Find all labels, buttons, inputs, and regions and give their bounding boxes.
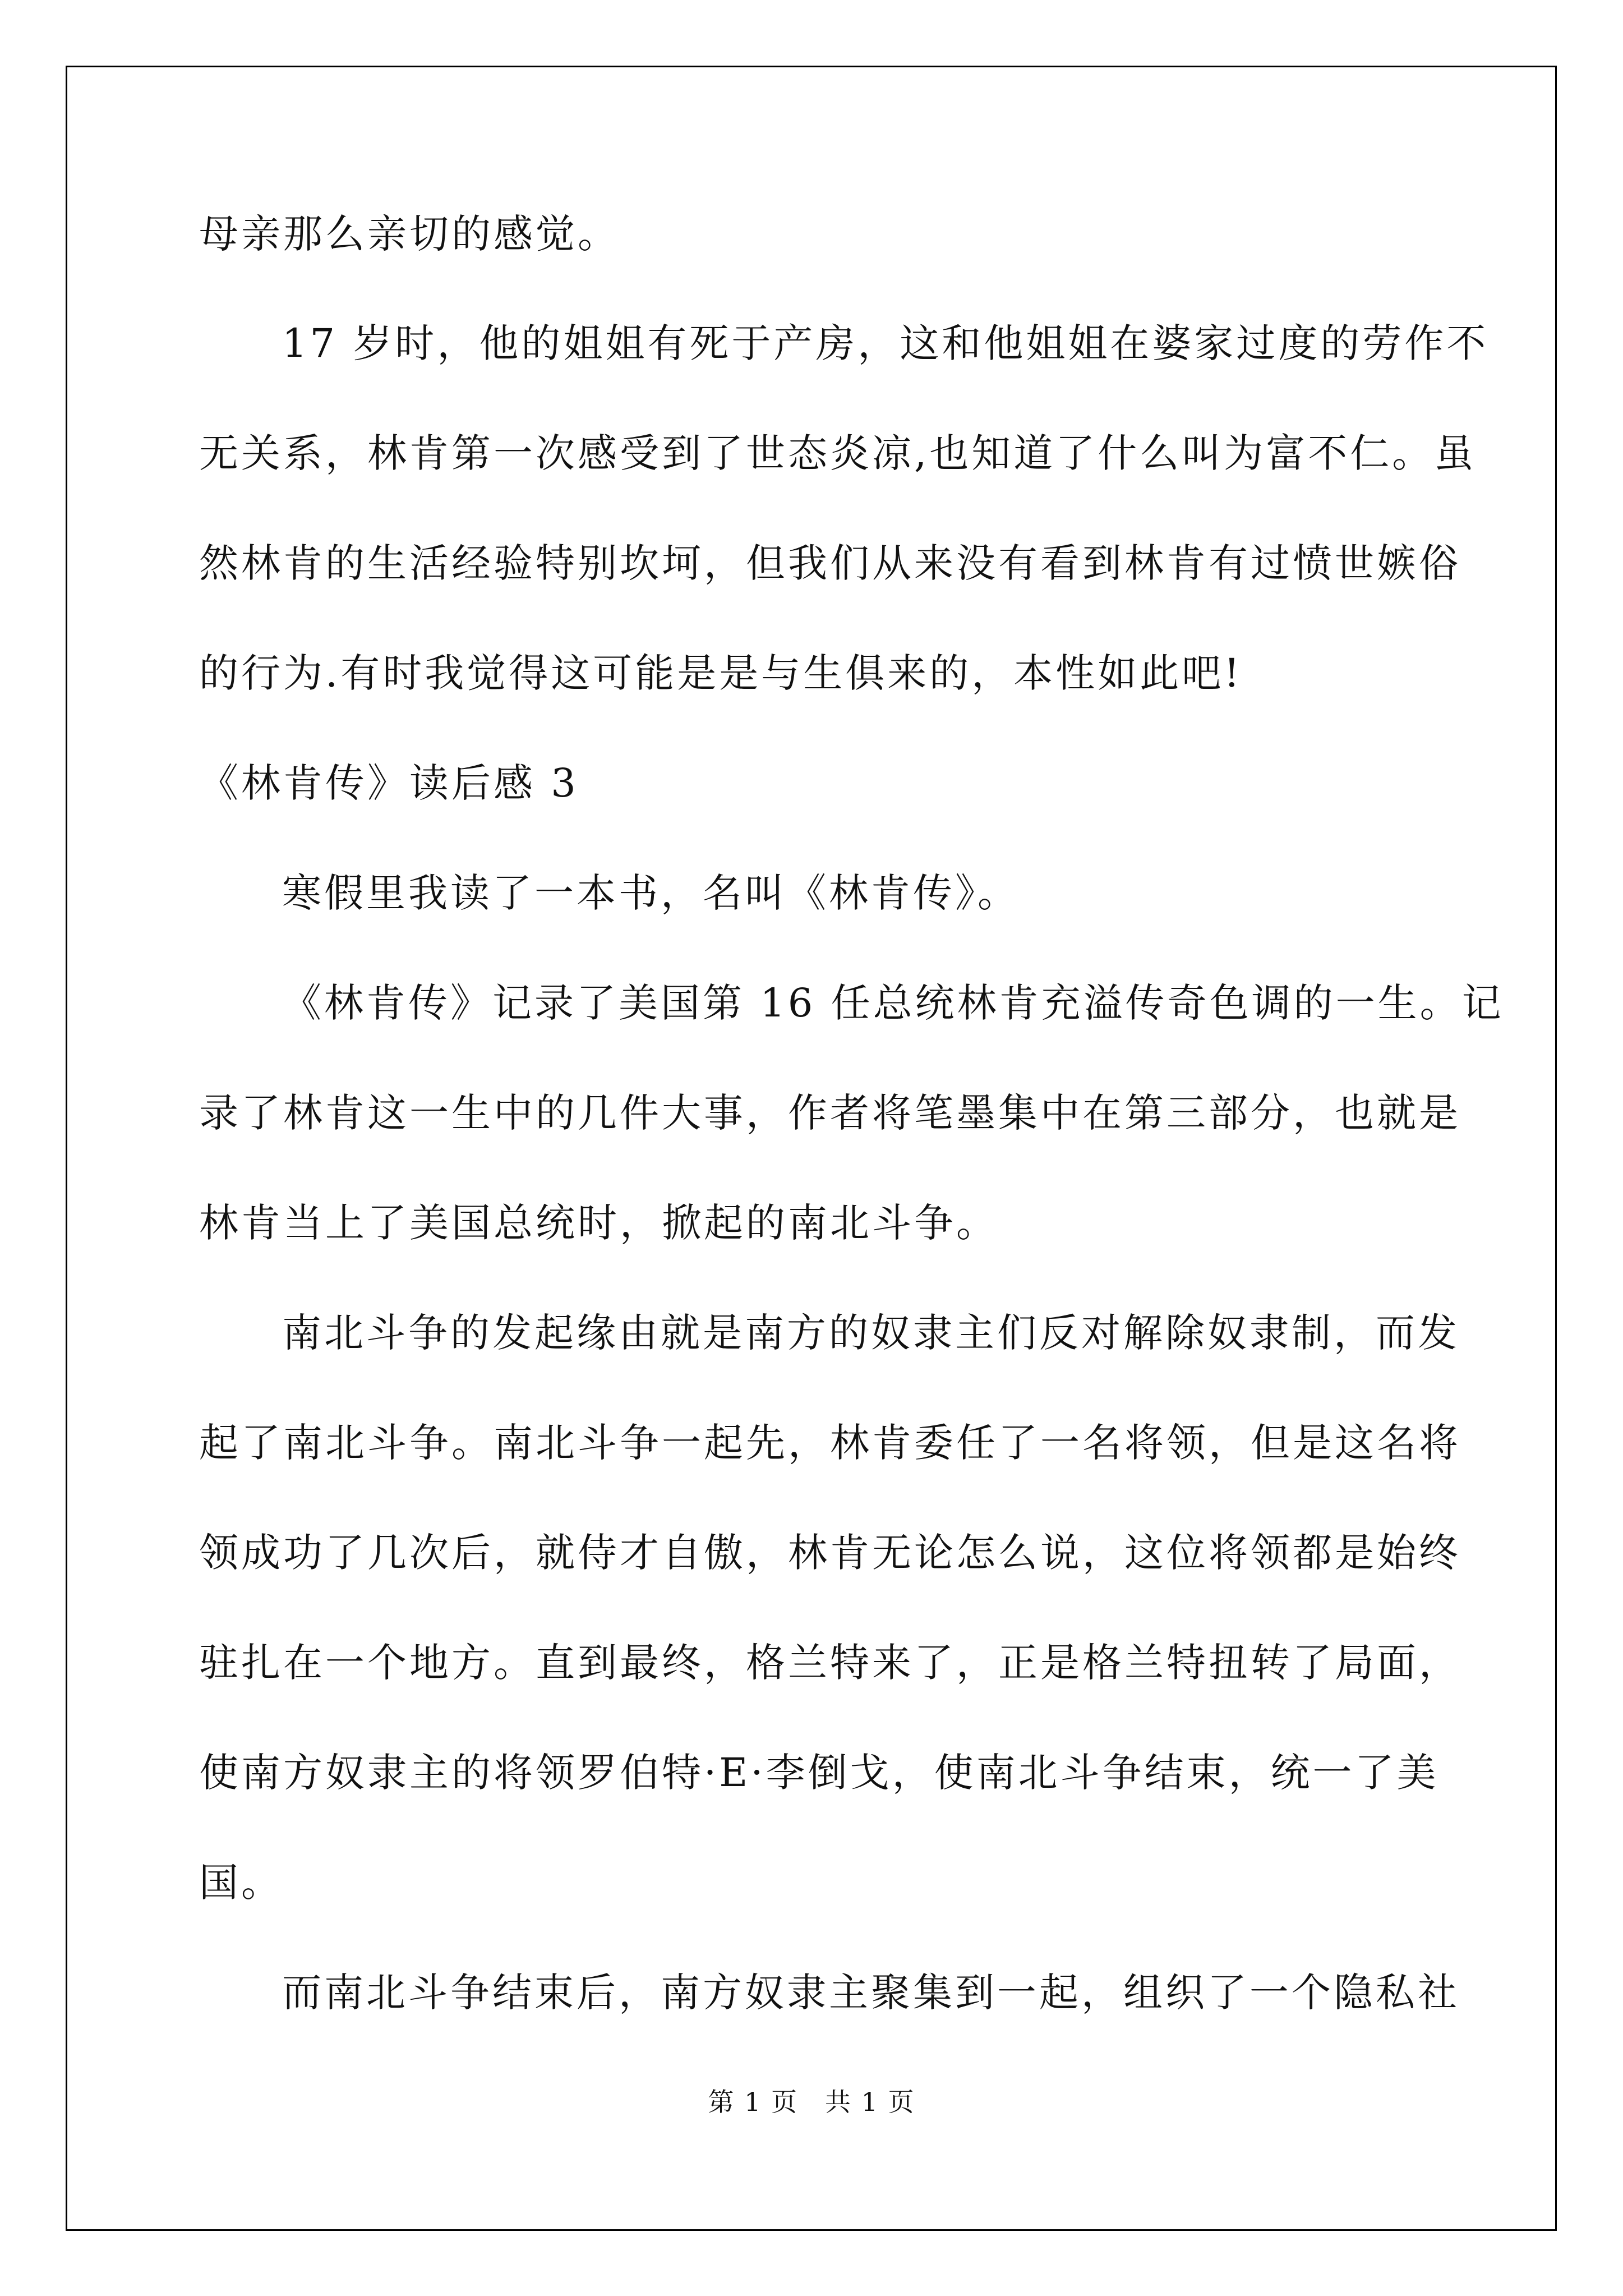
text-line: 的行为.有时我觉得这可能是是与生俱来的，本性如此吧! <box>199 650 1243 696</box>
text-line: 起了南北斗争。南北斗争一起先，林肯委任了一名将领，但是这名将 <box>199 1420 1461 1466</box>
page-footer: 第 1 页 共 1 页 <box>708 2087 915 2117</box>
section-heading: 《林肯传》读后感 3 <box>199 760 579 806</box>
text-line: 17 岁时，他的姐姐有死于产房，这和他姐姐在婆家过度的劳作不 <box>282 320 1489 366</box>
text-line: 《林肯传》记录了美国第 16 任总统林肯充溢传奇色调的一生。记 <box>282 980 1504 1026</box>
text-line: 无关系，林肯第一次感受到了世态炎凉,也知道了什么叫为富不仁。虽 <box>199 430 1477 476</box>
text-line: 录了林肯这一生中的几件大事，作者将笔墨集中在第三部分，也就是 <box>199 1090 1461 1136</box>
text-line: 林肯当上了美国总统时，掀起的南北斗争。 <box>199 1200 998 1246</box>
text-line: 使南方奴隶主的将领罗伯特·E·李倒戈，使南北斗争结束，统一了美 <box>199 1750 1439 1796</box>
text-line: 然林肯的生活经验特别坎坷，但我们从来没有看到林肯有过愤世嫉俗 <box>199 540 1461 586</box>
text-line: 驻扎在一个地方。直到最终，格兰特来了，正是格兰特扭转了局面， <box>199 1640 1461 1686</box>
text-line: 母亲那么亲切的感觉。 <box>199 211 620 257</box>
text-line: 国。 <box>199 1860 283 1906</box>
text-line: 而南北斗争结束后，南方奴隶主聚集到一起，组织了一个隐私社 <box>282 1970 1460 2016</box>
text-line: 寒假里我读了一本书，名叫《林肯传》。 <box>282 870 1020 916</box>
text-line: 领成功了几次后，就侍才自傲，林肯无论怎么说，这位将领都是始终 <box>199 1530 1461 1576</box>
text-line: 南北斗争的发起缘由就是南方的奴隶主们反对解除奴隶制，而发 <box>282 1310 1460 1356</box>
